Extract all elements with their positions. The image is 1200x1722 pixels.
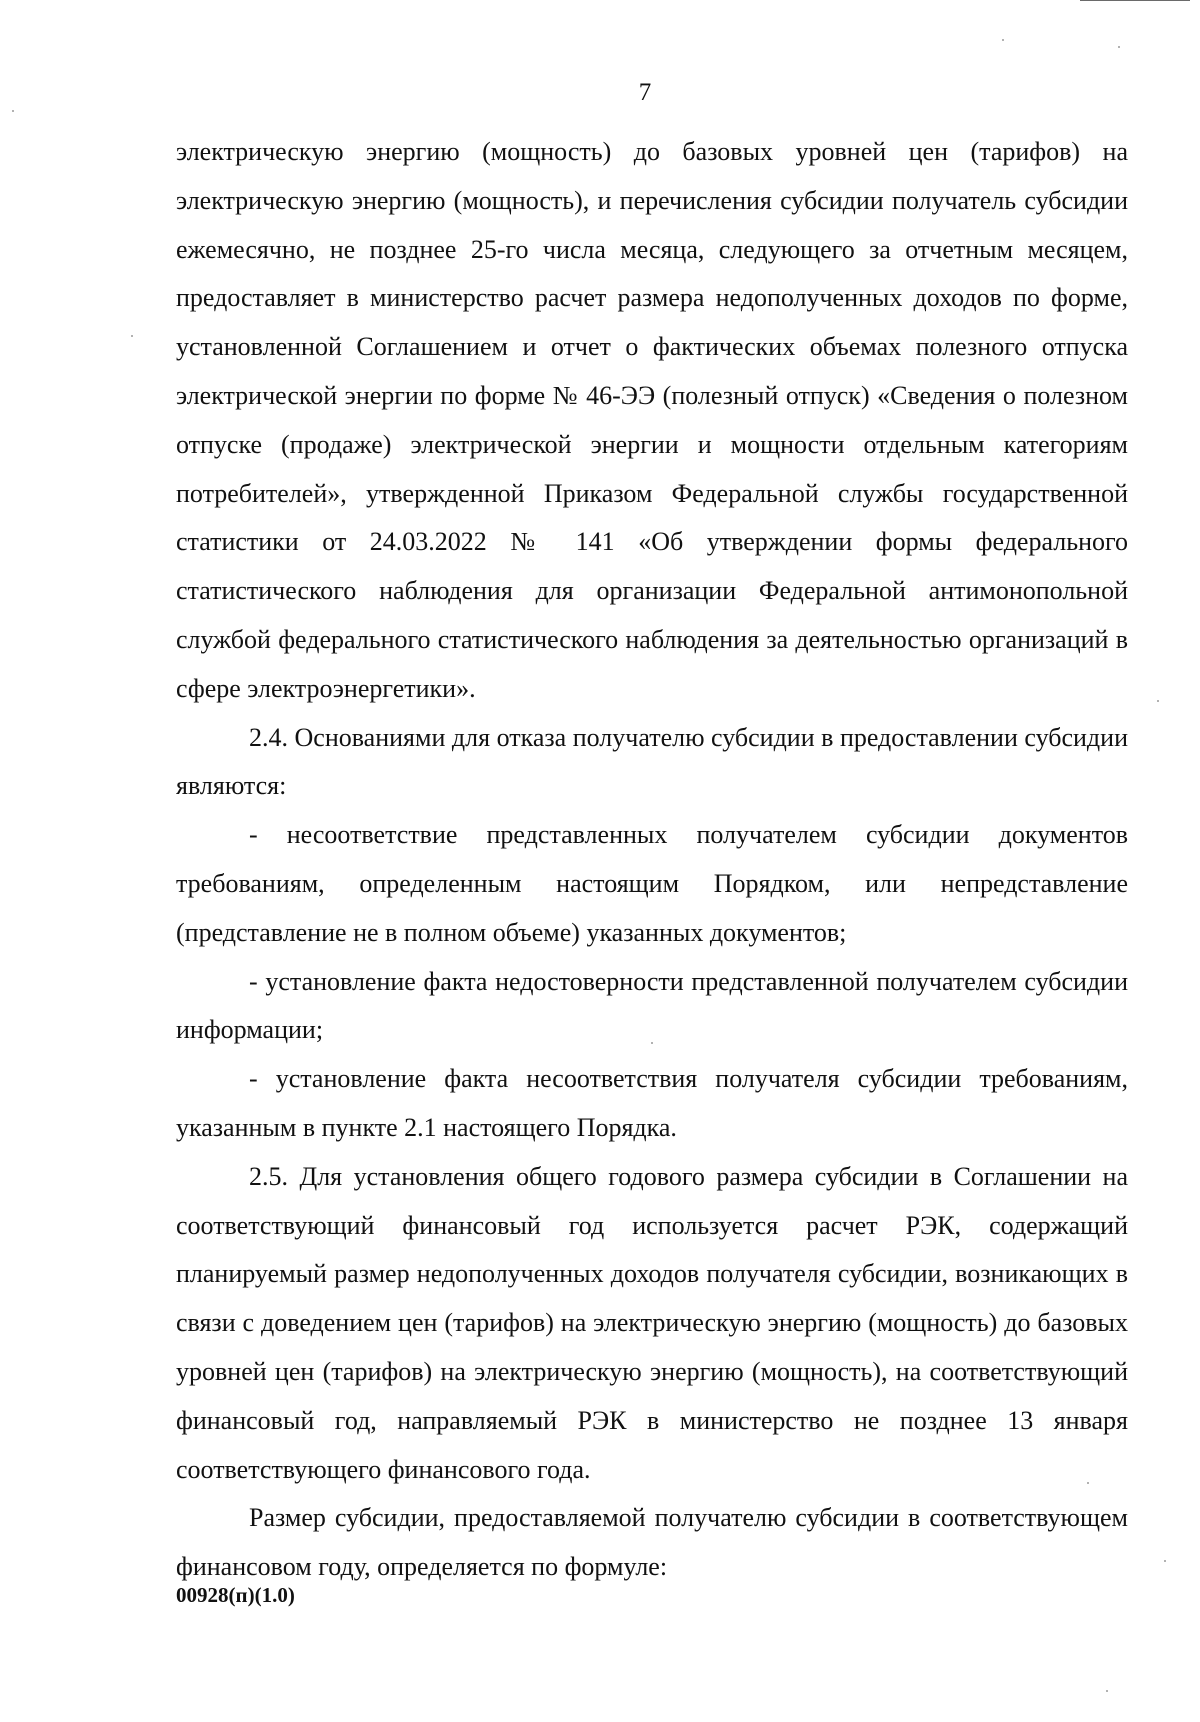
- scan-speck: [1157, 700, 1159, 702]
- scan-speck: [1106, 1690, 1108, 1692]
- paragraph-formula-intro: Размер субсидии, предоставляемой получателю субсидии в соответствующем финансовом году, определяется по формуле:: [176, 1503, 1128, 1582]
- list-item-refusal-ground-3: - установление факта несоответствия получателя субсидии требованиям, указанным в пункте 2.1 настоящего Порядка.: [176, 1064, 1128, 1142]
- paragraph-clause-2-4: 2.4. Основаниями для отказа получателю субсидии в предоставлении субсидии являются:: [176, 722, 1128, 801]
- paragraph-continuation: электрическую энергию (мощность) до базовых уровней цен (тарифов) на электрическую энергию (мощность), и перечисления субсидии получатель субсидии ежемесячно, не позднее 25-го числа месяца, следующего за отчетным месяцем, предоставляет в министерство расчет размера недополученных доходов по форме, установленной Соглашением и отчет о фактических объемах полезного отпуска электрической энергии по форме № 46-ЭЭ (полезный отпуск) «Сведения о полезном отпуске (продаже) электрической энергии и мощности отдельным категориям потребителей», утвержденной Приказом Федеральной службы государственной статистики от 24.03.2022 № 141 «Об утверждении формы федерального статистического наблюдения для организации Федеральной антимонопольной службой федерального статистического наблюдения за деятельностью организаций в сфере электроэнергетики».: [176, 137, 1128, 703]
- scan-speck: [131, 335, 133, 337]
- paragraph-clause-2-5: 2.5. Для установления общего годового размера субсидии в Соглашении на соответствующий финансовый год используется расчет РЭК, содержащий планируемый размер недополученных доходов получателя субсидии, возникающих в связи с доведением цен (тарифов) на электрическую энергию (мощность) до базовых уровней цен (тарифов) на электрическую энергию (мощность), на соответствующий финансовый год, направляемый РЭК в министерство не позднее 13 января соответствующего финансового года.: [176, 1161, 1128, 1484]
- list-item-refusal-ground-1: - несоответствие представленных получателем субсидии документов требованиям, определенным настоящим Порядком, или непредставление (представление не в полном объеме) указанных документов;: [176, 820, 1128, 947]
- document-body: [176, 128, 1128, 1592]
- list-item-refusal-ground-2: - установление факта недостоверности представленной получателем субсидии информации;: [176, 966, 1128, 1045]
- scan-speck: [1087, 1482, 1089, 1484]
- scan-speck: [651, 1042, 653, 1044]
- scan-speck: [1118, 46, 1120, 48]
- scan-speck: [1164, 1560, 1166, 1562]
- page-number: 7: [638, 79, 652, 106]
- scan-speck: [12, 110, 14, 112]
- scan-speck: [1002, 39, 1004, 41]
- scan-edge-line: [1080, 0, 1190, 1]
- form-code: 00928(п)(1.0): [176, 1583, 295, 1607]
